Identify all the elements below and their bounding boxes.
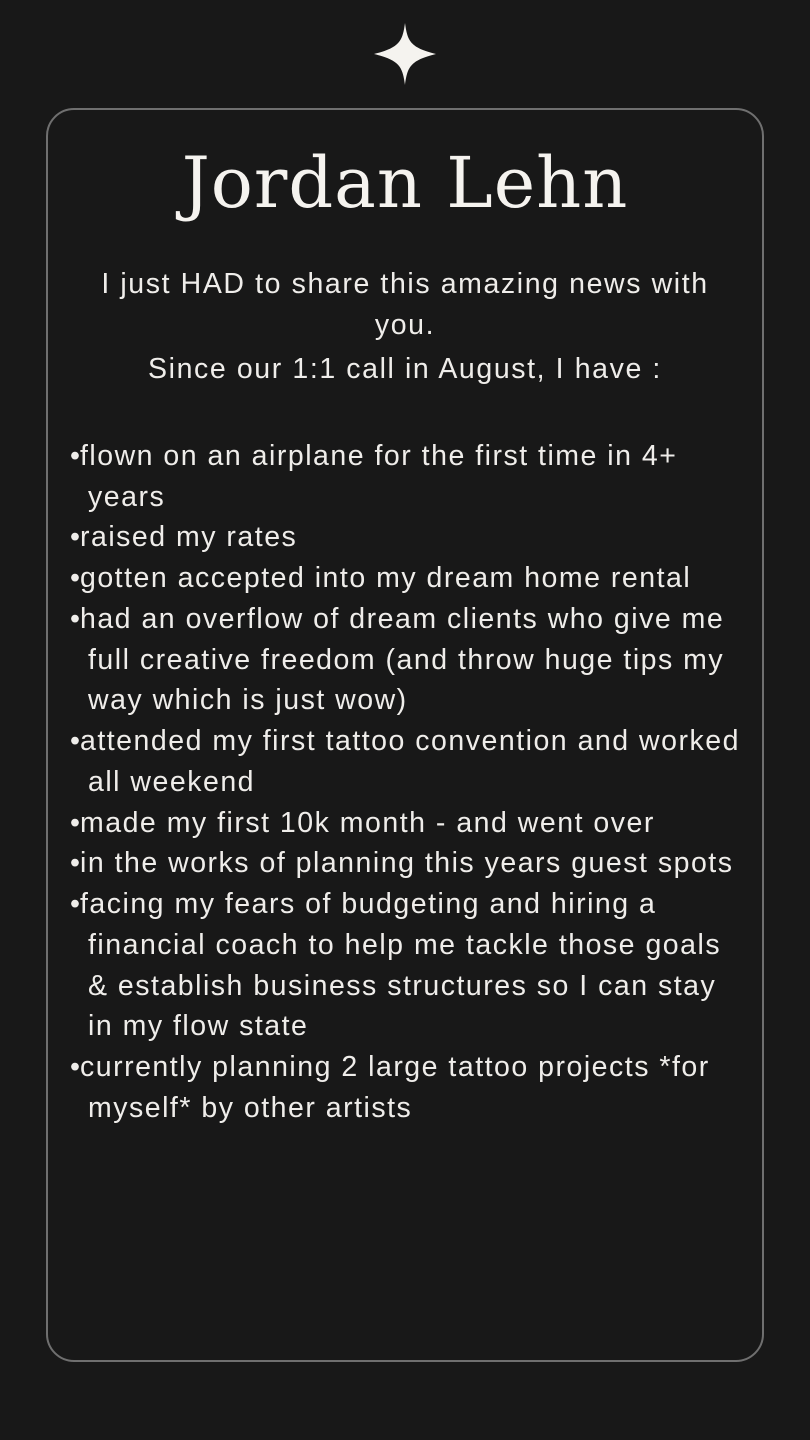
bullet-dot-icon: • [70, 725, 80, 758]
sparkle-decoration [0, 0, 810, 100]
list-item [70, 517, 740, 558]
bullet-dot-icon: • [70, 847, 80, 880]
bullet-dot-icon: • [70, 521, 80, 554]
bullet-dot-icon: • [70, 806, 80, 839]
bullet-dot-icon: • [70, 602, 80, 635]
bullet-dot-icon: • [70, 1051, 80, 1084]
list-item [70, 1047, 740, 1129]
list-item-label: had an overflow of dream clients who give me full creative freedom (and throw huge tips my way which is just wow) [79, 602, 725, 717]
list-item [70, 436, 740, 518]
bullet-dot-icon: • [70, 562, 80, 595]
list-item-label: flown on an airplane for the first time in 4+ years [79, 439, 678, 513]
list-item [70, 599, 740, 721]
list-item [70, 558, 740, 599]
bullet-dot-icon: • [70, 439, 80, 472]
list-item [70, 721, 740, 803]
list-item-label: gotten accepted into my dream home rental [79, 562, 692, 595]
list-item [70, 843, 740, 884]
list-item-label: attended my first tattoo convention and worked all weekend [79, 725, 740, 798]
bullet-dot-icon: • [70, 888, 80, 921]
content-card [46, 108, 764, 1362]
sparkle-icon [372, 21, 438, 87]
list-item [70, 803, 740, 844]
intro-line-2: Since our 1:1 call in August, I have : [148, 352, 662, 385]
achievements-list [70, 436, 740, 1129]
list-item-label: raised my rates [79, 521, 298, 554]
page-title: Jordan Lehn [181, 142, 629, 224]
list-item [70, 884, 740, 1047]
list-item-label: in the works of planning this years guest spots [79, 847, 734, 880]
list-item-label: made my first 10k month - and went over [79, 806, 655, 839]
intro-text [70, 264, 740, 390]
list-item-label: facing my fears of budgeting and hiring a financial coach to help me tackle those goals & establish business structures so I can stay in my flow state [79, 888, 722, 1043]
intro-line-1: I just HAD to share this amazing news with you. [101, 268, 709, 342]
list-item-label: currently planning 2 large tattoo projects *for myself* by other artists [79, 1051, 710, 1124]
